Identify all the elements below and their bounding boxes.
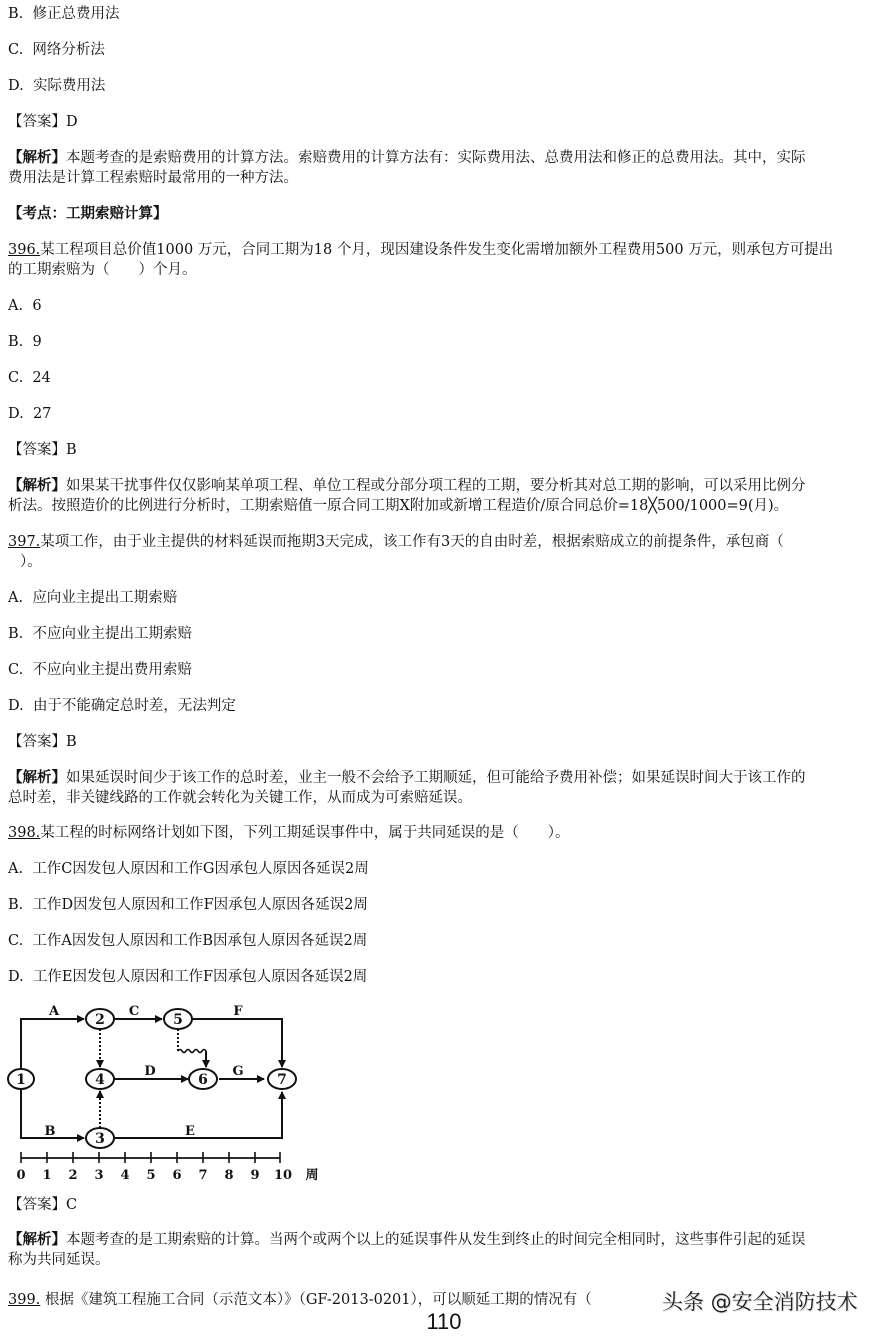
option-d: D. 实际费用法 <box>8 78 106 94</box>
activity-b: B <box>44 1124 56 1139</box>
question-397-stem-2: ）。 <box>20 554 42 570</box>
answer: 【答案】C <box>8 1197 78 1213</box>
node-6: 6 <box>198 1072 208 1088</box>
node-5: 5 <box>173 1012 183 1028</box>
svg-text:5: 5 <box>146 1168 156 1183</box>
option-d: D. 由于不能确定总时差，无法判定 <box>8 698 236 714</box>
svg-text:4: 4 <box>120 1168 130 1183</box>
node-1: 1 <box>16 1072 26 1088</box>
svg-text:0: 0 <box>16 1168 26 1183</box>
svg-text:9: 9 <box>250 1168 260 1183</box>
option-c: C. 网络分析法 <box>8 42 105 58</box>
option-c: C. 不应向业主提出费用索赔 <box>8 662 192 678</box>
section-heading: 【考点：工期索赔计算】 <box>8 205 168 222</box>
option-c: C. 24 <box>8 370 51 386</box>
option-b: B. 修正总费用法 <box>8 6 120 22</box>
svg-text:1: 1 <box>42 1168 52 1183</box>
option-c: C. 工作A因发包人原因和工作B因承包人原因各延误2周 <box>8 933 368 949</box>
svg-text:2: 2 <box>68 1168 78 1183</box>
question-396-stem: 396.某工程项目总价值1000 万元，合同工期为18 个月，现因建设条件发生变化需增加额外工程费用500 万元，则承包方可提出 <box>8 242 834 258</box>
option-a: A. 应向业主提出工期索赔 <box>8 590 178 606</box>
activity-f: F <box>233 1004 243 1019</box>
option-d: D. 27 <box>8 406 52 422</box>
analysis-line-2: 析法。按照造价的比例进行分析时，工期索赔值一原合同工期X附加或新增工程造价/原合同总价=18╳500/1000=9(月)。 <box>8 498 789 514</box>
option-a: A. 6 <box>8 298 42 314</box>
svg-text:10: 10 <box>273 1168 293 1183</box>
svg-text:3: 3 <box>94 1168 104 1183</box>
analysis-line-1: 【解析】本题考查的是工期索赔的计算。当两个或两个以上的延误事件从发生到终止的时间完全相同时，这些事件引起的延误 <box>8 1231 806 1248</box>
activity-a: A <box>48 1004 60 1019</box>
question-396-stem-2: 的工期索赔为（ ）个月。 <box>8 262 197 278</box>
watermark: 头条 @安全消防技术 <box>658 1286 862 1316</box>
svg-text:6: 6 <box>172 1168 182 1183</box>
analysis-line-2: 费用法是计算工程索赔时最常用的一种方法。 <box>8 170 298 186</box>
node-2: 2 <box>95 1012 105 1028</box>
activity-g: G <box>232 1064 244 1079</box>
analysis-line-1: 【解析】本题考查的是索赔费用的计算方法。索赔费用的计算方法有：实际费用法、总费用法和修正的总费用法。其中，实际 <box>8 149 806 166</box>
axis-unit: 周 <box>305 1168 319 1183</box>
option-d: D. 工作E因发包人原因和工作F因承包人原因各延误2周 <box>8 969 368 985</box>
page-number: 110 <box>426 1309 462 1334</box>
answer: 【答案】D <box>8 114 78 130</box>
question-399-stem: 399. 根据《建筑工程施工合同（示范文本）》（GF-2013-0201），可以顺延工期的情况有（ <box>8 1292 592 1308</box>
option-b: B. 工作D因发包人原因和工作F因承包人原因各延误2周 <box>8 897 368 913</box>
svg-text:7: 7 <box>198 1168 208 1183</box>
network-diagram <box>0 995 330 1190</box>
node-4: 4 <box>95 1072 105 1088</box>
node-7: 7 <box>277 1072 287 1088</box>
activity-c: C <box>128 1004 140 1019</box>
activity-e: E <box>185 1124 195 1139</box>
activity-d: D <box>144 1064 156 1079</box>
answer: 【答案】B <box>8 442 77 458</box>
question-398-stem: 398.某工程的时标网络计划如下图，下列工期延误事件中，属于共同延误的是（ ）。 <box>8 825 570 841</box>
question-397-stem: 397.某项工作，由于业主提供的材料延误而拖期3天完成，该工作有3天的自由时差，根据索赔成立的前提条件，承包商（ <box>8 534 784 550</box>
option-b: B. 9 <box>8 334 42 350</box>
analysis-line-1: 【解析】如果延误时间少于该工作的总时差，业主一般不会给予工期顺延，但可能给予费用补偿；如果延误时间大于该工作的 <box>8 769 806 786</box>
option-a: A. 工作C因发包人原因和工作G因承包人原因各延误2周 <box>8 861 369 877</box>
answer: 【答案】B <box>8 734 77 750</box>
svg-text:8: 8 <box>224 1168 234 1183</box>
analysis-line-1: 【解析】如果某干扰事件仅仅影响某单项工程、单位工程或分部分项工程的工期，要分析其对总工期的影响，可以采用比例分 <box>8 477 806 494</box>
option-b: B. 不应向业主提出工期索赔 <box>8 626 192 642</box>
analysis-line-2: 称为共同延误。 <box>8 1252 110 1268</box>
node-3: 3 <box>95 1131 105 1147</box>
analysis-line-2: 总时差，非关键线路的工作就会转化为关键工作，从而成为可索赔延误。 <box>8 790 472 806</box>
